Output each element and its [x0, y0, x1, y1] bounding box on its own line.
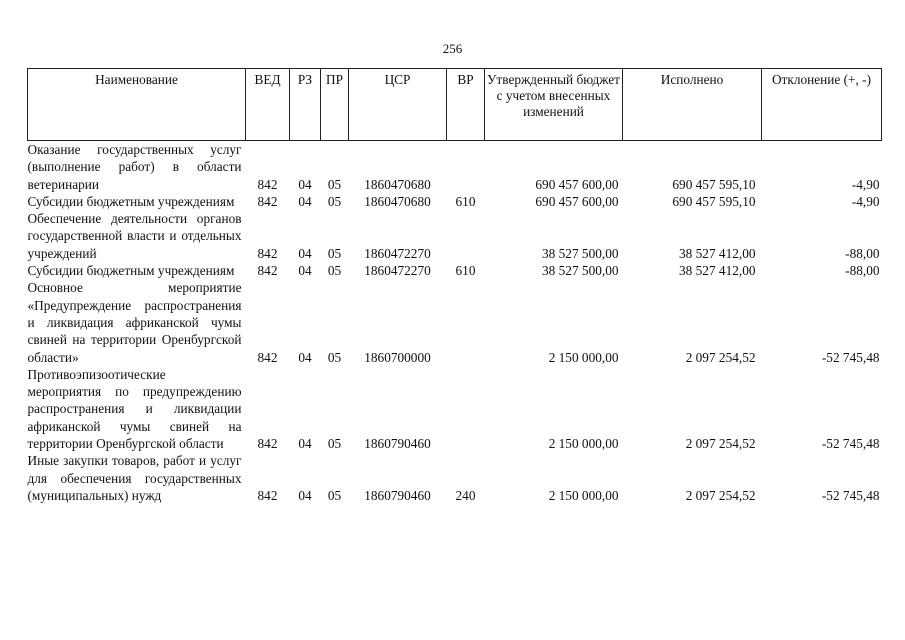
row-approved: 2 150 000,00: [548, 436, 619, 452]
header-rz: РЗ: [290, 69, 321, 141]
row-ved: 842: [257, 193, 278, 209]
row-rz: 04: [298, 263, 312, 279]
row-csr: 1860470680: [364, 176, 431, 192]
header-csr: ЦСР: [349, 69, 447, 141]
row-vr: 610: [455, 263, 476, 279]
table-row: [28, 141, 882, 193]
row-pr: 05: [327, 349, 342, 365]
row-ved: 842: [257, 436, 278, 452]
row-deviation: -52 745,48: [821, 349, 880, 365]
row-rz: 04: [298, 436, 312, 452]
row-name: Оказание государственных услуг (выполнение работ) в области ветеринарии: [27, 142, 242, 192]
row-ved: 842: [257, 245, 278, 261]
row-pr: 05: [327, 245, 342, 261]
row-pr: 05: [327, 176, 342, 192]
row-csr: 1860472270: [364, 245, 431, 261]
row-pr: 05: [327, 193, 342, 209]
header-ved: ВЕД: [246, 69, 290, 141]
row-approved: 2 150 000,00: [548, 349, 619, 365]
table-row: [28, 210, 882, 262]
header-name: Наименование: [28, 69, 246, 141]
row-vr: [447, 366, 485, 452]
row-name: Субсидии бюджетным учреждениям: [27, 263, 235, 279]
row-deviation: -4,90: [851, 176, 880, 192]
row-csr: 1860790460: [364, 487, 431, 503]
row-vr: 610: [455, 193, 476, 209]
row-name: Обеспечение деятельности органов государственной власти и отдельных учреждений: [27, 211, 242, 261]
header-vr: ВР: [447, 69, 485, 141]
row-vr: [447, 279, 485, 365]
row-rz: 04: [298, 176, 312, 192]
row-vr: 240: [455, 487, 476, 503]
row-executed: 2 097 254,52: [685, 436, 756, 452]
row-executed: 2 097 254,52: [685, 487, 756, 503]
row-name: Противоэпизоотические мероприятия по предупреждению распространения и ликвидации африканской чумы свиней на территории Оренбургской области: [27, 366, 242, 452]
row-name: Субсидии бюджетным учреждениям: [27, 193, 235, 209]
header-pr: ПР: [321, 69, 349, 141]
table-row: [28, 279, 882, 365]
row-csr: 1860790460: [364, 436, 431, 452]
row-rz: 04: [298, 245, 312, 261]
row-vr: [447, 141, 485, 193]
row-executed: 38 527 412,00: [679, 263, 756, 279]
row-deviation: -88,00: [845, 245, 880, 261]
row-deviation: -52 745,48: [821, 487, 880, 503]
header-deviation: Отклонение (+, -): [762, 69, 882, 141]
row-name: Иные закупки товаров, работ и услуг для обеспечения государственных (муниципальных) нужд: [27, 453, 242, 503]
row-approved: 38 527 500,00: [542, 263, 619, 279]
row-deviation: -88,00: [845, 263, 880, 279]
row-deviation: -4,90: [851, 193, 880, 209]
row-approved: 38 527 500,00: [542, 245, 619, 261]
row-deviation: -52 745,48: [821, 436, 880, 452]
row-executed: 690 457 595,10: [672, 176, 756, 192]
row-pr: 05: [327, 263, 342, 279]
row-csr: 1860472270: [364, 263, 431, 279]
row-approved: 690 457 600,00: [535, 193, 619, 209]
header-executed: Исполнено: [623, 69, 762, 141]
table-row: [28, 366, 882, 452]
row-executed: 38 527 412,00: [679, 245, 756, 261]
header-approved: Утвержденный бюджет с учетом внесенных изменений: [485, 69, 623, 141]
row-ved: 842: [257, 349, 278, 365]
table-header: [28, 69, 882, 141]
row-pr: 05: [327, 436, 342, 452]
page-number: 256: [442, 41, 463, 56]
row-executed: 690 457 595,10: [672, 193, 756, 209]
row-rz: 04: [298, 487, 312, 503]
row-approved: 690 457 600,00: [535, 176, 619, 192]
row-approved: 2 150 000,00: [548, 487, 619, 503]
budget-execution-table: [27, 68, 882, 504]
row-ved: 842: [257, 263, 278, 279]
table-row: [28, 262, 882, 279]
row-name: Основное мероприятие «Предупреждение распространения и ликвидация африканской чумы свиней на территории Оренбургской области»: [27, 280, 242, 365]
table-row: [28, 193, 882, 210]
row-executed: 2 097 254,52: [685, 349, 756, 365]
row-rz: 04: [298, 349, 312, 365]
row-ved: 842: [257, 176, 278, 192]
row-vr: [447, 210, 485, 262]
row-ved: 842: [257, 487, 278, 503]
table-row: [28, 452, 882, 504]
row-csr: 1860470680: [364, 193, 431, 209]
row-rz: 04: [298, 193, 312, 209]
row-csr: 1860700000: [364, 349, 431, 365]
table-body: [28, 141, 882, 505]
row-pr: 05: [327, 487, 342, 503]
